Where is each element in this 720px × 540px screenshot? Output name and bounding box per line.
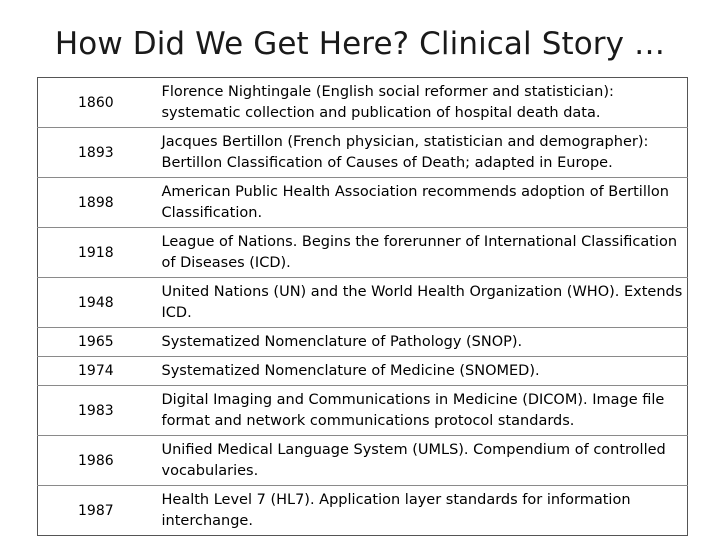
description-cell: Jacques Bertillon (French physician, statistician and demographer): Bertillon Classification of Causes of Death; adapted in Europe.	[161, 133, 649, 171]
table-row	[38, 328, 688, 357]
year-cell: 1948	[78, 294, 114, 311]
year-cell: 1918	[78, 244, 114, 261]
year-cell: 1860	[78, 94, 114, 111]
description-cell: Unified Medical Language System (UMLS). Compendium of controlled vocabularies.	[161, 441, 666, 479]
description-cell: Digital Imaging and Communications in Medicine (DICOM). Image file format and network communications protocol standards.	[161, 391, 665, 429]
table-row	[38, 128, 688, 178]
table-row	[38, 486, 688, 536]
year-cell: 1893	[78, 144, 114, 161]
year-cell: 1965	[78, 334, 114, 350]
timeline-table	[37, 77, 688, 536]
description-cell: American Public Health Association recommends adoption of Bertillon Classification.	[161, 183, 669, 221]
description-cell: Systematized Nomenclature of Pathology (SNOP).	[161, 333, 523, 350]
table-row	[38, 357, 688, 386]
description-cell: Systematized Nomenclature of Medicine (SNOMED).	[161, 362, 540, 379]
year-cell: 1974	[78, 363, 114, 379]
year-cell: 1987	[78, 502, 114, 519]
slide-title: How Did We Get Here? Clinical Story …	[54, 26, 666, 62]
table-row	[38, 436, 688, 486]
description-cell: Health Level 7 (HL7). Application layer standards for information interchange.	[161, 491, 631, 529]
table-row	[38, 228, 688, 278]
description-cell: Florence Nightingale (English social reformer and statistician): systematic collection and publication of hospital death data.	[161, 83, 614, 121]
table-row	[38, 78, 688, 128]
year-cell: 1983	[78, 402, 114, 419]
table-row	[38, 278, 688, 328]
description-cell: United Nations (UN) and the World Health Organization (WHO). Extends ICD.	[161, 283, 683, 321]
description-cell: League of Nations. Begins the forerunner of International Classification of Diseases (ICD).	[161, 233, 678, 271]
year-cell: 1898	[78, 194, 114, 211]
table-row	[38, 178, 688, 228]
year-cell: 1986	[78, 452, 114, 469]
table-row	[38, 386, 688, 436]
